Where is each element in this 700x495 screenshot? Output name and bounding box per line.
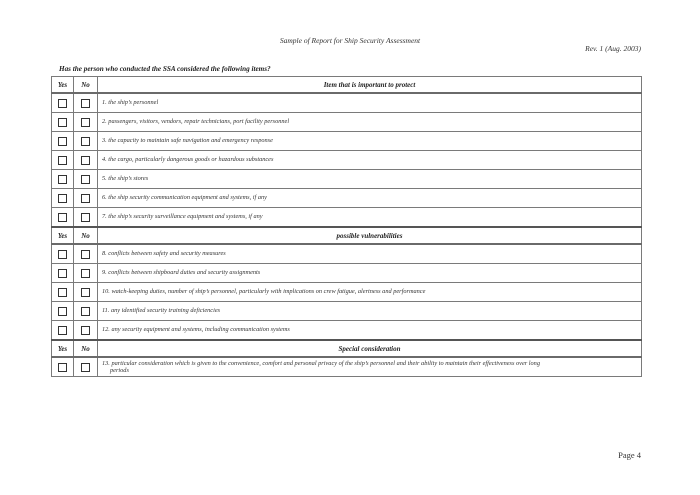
column-header-no: No (74, 77, 98, 94)
assessment-table (51, 76, 642, 377)
no-checkbox[interactable] (81, 288, 90, 297)
item-text: 4. the cargo, particularly dangerous goods or hazardous substances (98, 151, 642, 170)
column-header-item: possible vulnerabilities (98, 227, 642, 244)
item-text: 10. watch-keeping duties, number of ship’s personnel, particularly with implications on crew fatigue, alertness and performance (98, 283, 642, 302)
item-text: 3. the capacity to maintain safe navigation and emergency response (98, 132, 642, 151)
no-checkbox[interactable] (81, 269, 90, 278)
table-row (52, 302, 642, 321)
table-row (52, 321, 642, 341)
item-text: 1. the ship’s personnel (98, 93, 642, 113)
page-number: Page 4 (618, 450, 641, 460)
document-title: Sample of Report for Ship Security Assessment (279, 36, 421, 45)
yes-checkbox[interactable] (58, 307, 67, 316)
column-header-yes: Yes (52, 227, 74, 244)
yes-checkbox[interactable] (58, 156, 67, 165)
yes-checkbox[interactable] (58, 288, 67, 297)
item-text-line-1: 13. particular consideration which is given to the convenience, comfort and personal privacy of the ship’s personnel and their ability to maintain their effectiveness over long (102, 359, 540, 367)
no-checkbox[interactable] (81, 156, 90, 165)
table-row (52, 132, 642, 151)
section-header-vulnerabilities (52, 227, 642, 244)
item-text: 5. the ship’s stores (98, 170, 642, 189)
section-header-special (52, 340, 642, 357)
item-text (98, 357, 642, 377)
column-header-no: No (74, 340, 98, 357)
item-text: 11. any identified security training deficiencies (98, 302, 642, 321)
table-row (52, 264, 642, 283)
no-checkbox[interactable] (81, 326, 90, 335)
no-checkbox[interactable] (81, 175, 90, 184)
yes-checkbox[interactable] (58, 326, 67, 335)
column-header-yes: Yes (52, 340, 74, 357)
item-text: 8. conflicts between safety and security measures (98, 244, 642, 264)
no-checkbox[interactable] (81, 250, 90, 259)
item-text-line-2: periods (110, 367, 129, 374)
item-text: 6. the ship security communication equipment and systems, if any (98, 189, 642, 208)
no-checkbox[interactable] (81, 137, 90, 146)
yes-checkbox[interactable] (58, 194, 67, 203)
section-header-protect (52, 77, 642, 94)
column-header-item: Special consideration (98, 340, 642, 357)
yes-checkbox[interactable] (58, 213, 67, 222)
table-row (52, 151, 642, 170)
column-header-item: Item that is important to protect (98, 77, 642, 94)
no-checkbox[interactable] (81, 307, 90, 316)
column-header-no: No (74, 227, 98, 244)
yes-checkbox[interactable] (58, 250, 67, 259)
no-checkbox[interactable] (81, 99, 90, 108)
table-row (52, 189, 642, 208)
item-text: 9. conflicts between shipboard duties and security assignments (98, 264, 642, 283)
no-checkbox[interactable] (81, 363, 90, 372)
table-row (52, 208, 642, 228)
table-row (52, 113, 642, 132)
item-text: 12. any security equipment and systems, including communication systems (98, 321, 642, 341)
yes-checkbox[interactable] (58, 137, 67, 146)
no-checkbox[interactable] (81, 194, 90, 203)
table-row (52, 357, 642, 377)
no-checkbox[interactable] (81, 118, 90, 127)
table-row (52, 283, 642, 302)
item-text: 7. the ship’s security surveillance equipment and systems, if any (98, 208, 642, 228)
table-row (52, 93, 642, 113)
yes-checkbox[interactable] (58, 363, 67, 372)
no-checkbox[interactable] (81, 213, 90, 222)
yes-checkbox[interactable] (58, 118, 67, 127)
assessment-question: Has the person who conducted the SSA considered the following items? (59, 65, 271, 73)
column-header-yes: Yes (52, 77, 74, 94)
table-row (52, 244, 642, 264)
item-text: 2. passengers, visitors, vendors, repair technicians, port facility personnel (98, 113, 642, 132)
table-row (52, 170, 642, 189)
yes-checkbox[interactable] (58, 99, 67, 108)
yes-checkbox[interactable] (58, 269, 67, 278)
yes-checkbox[interactable] (58, 175, 67, 184)
revision-label: Rev. 1 (Aug. 2003) (585, 44, 641, 53)
